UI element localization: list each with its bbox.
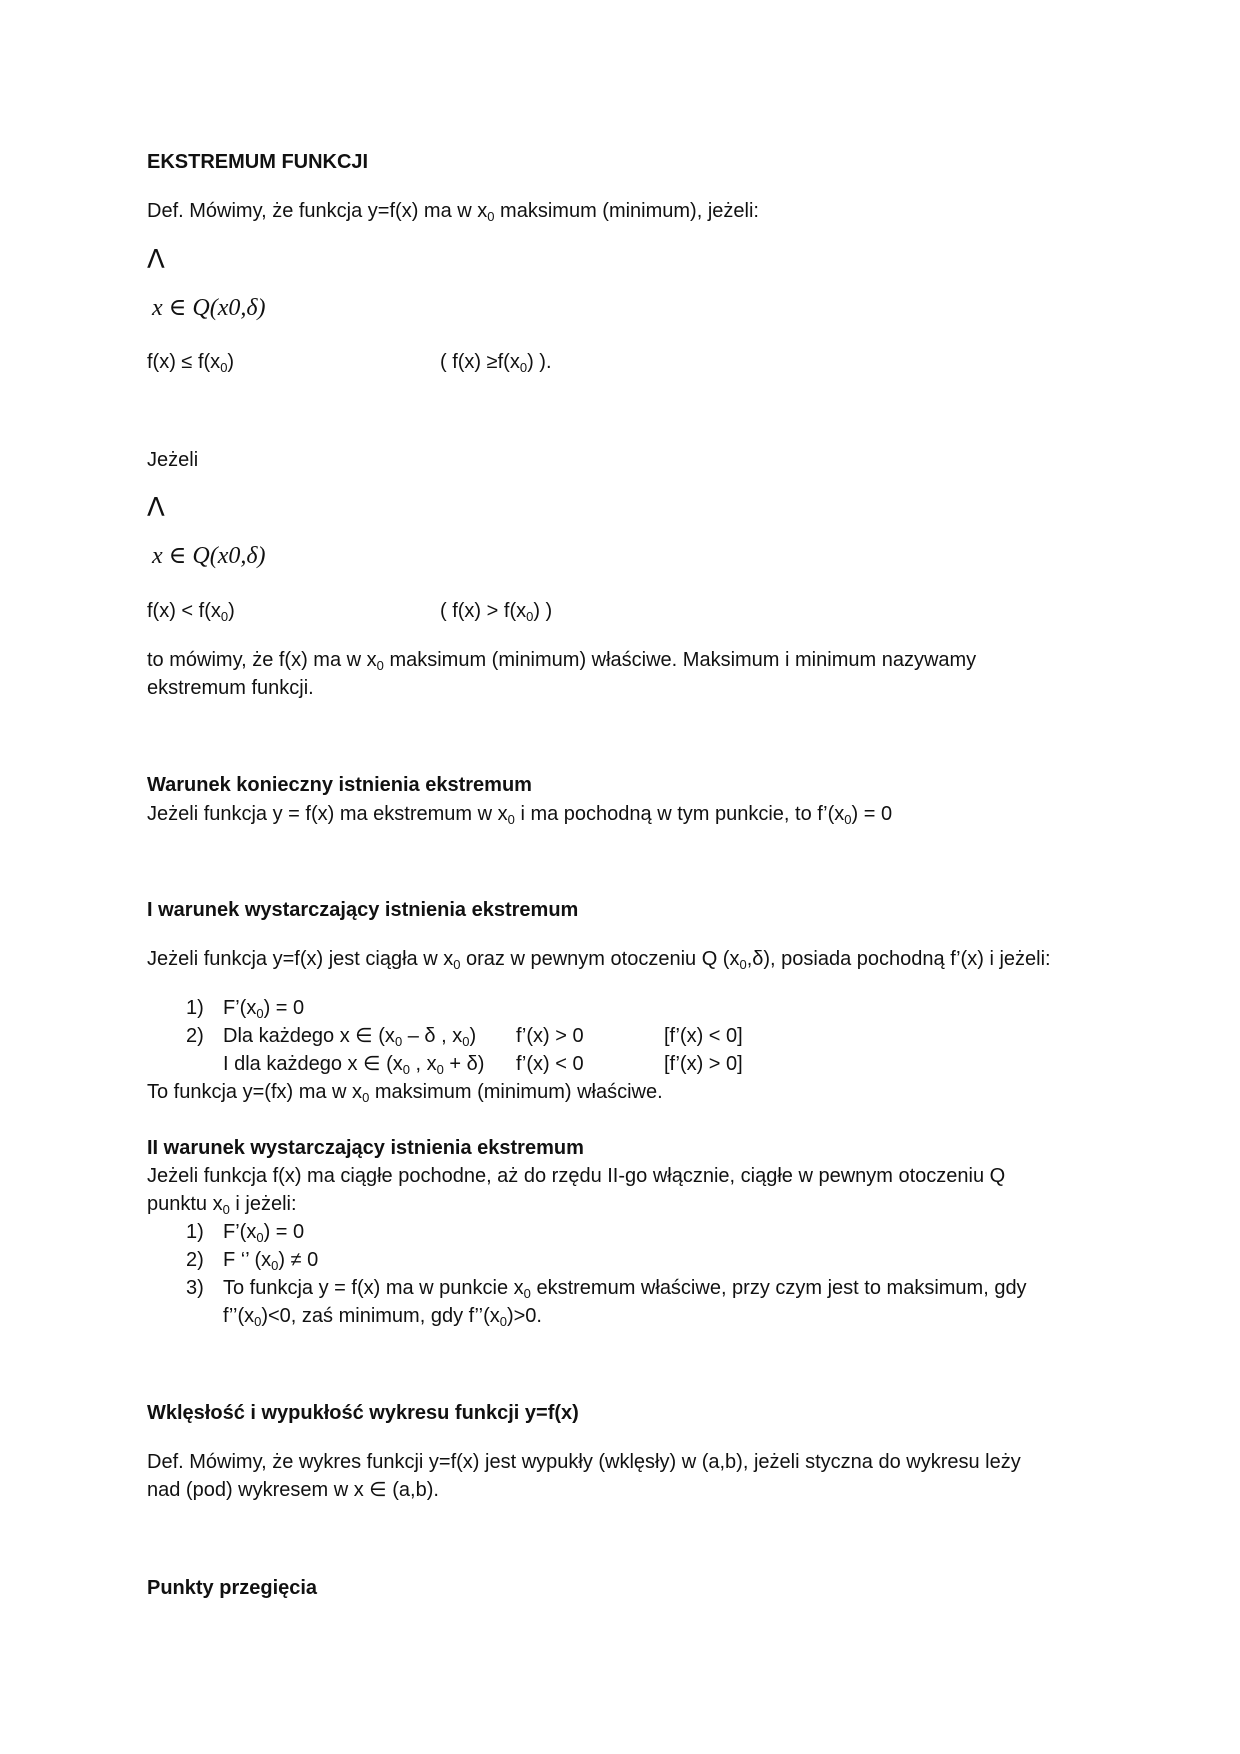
list-number-2: 2) — [186, 1025, 204, 1047]
first-sufficient-item-3-sign: f’(x) < 0 — [516, 1053, 584, 1075]
first-sufficient-item-2-sign: f’(x) > 0 — [516, 1025, 584, 1047]
definition-extremum: Def. Mówimy, że funkcja y=f(x) ma w $x_0$ maksimum (minimum), jeżeli: — [147, 200, 759, 224]
second-sufficient-item-2: F ‘’ $(x_0) \ne 0$ — [223, 1249, 319, 1273]
condition-strict-max-left: $f(x) < f(x_0)$ — [147, 600, 235, 624]
second-sufficient-item-3-cont: $f’’(x_0)<0$, zaś minimum, gdy $f’’(x_0)>0$. — [223, 1305, 542, 1329]
convexity-heading: Wklęsłość i wypukłość wykresu funkcji y=f(x) — [147, 1402, 579, 1424]
necessary-condition-text: Jeżeli funkcja y = f(x) ma ekstremum w $x_0$ i ma pochodną w tym punkcie, to $f’(x_0) = 0$ — [147, 803, 893, 827]
inflection-heading: Punkty przegięcia — [147, 1577, 318, 1599]
proper-extremum-line-2: ekstremum funkcji. — [147, 677, 314, 699]
necessary-condition-heading: Warunek konieczny istnienia ekstremum — [147, 774, 532, 796]
list-number-1b: 1) — [186, 1221, 204, 1243]
first-sufficient-item-2-alt: [f’(x) < 0] — [664, 1025, 743, 1047]
jezeli-label: Jeżeli — [147, 449, 199, 471]
first-sufficient-conclusion: To funkcja y=(fx) ma w $x_0$ maksimum (minimum) właściwe. — [147, 1081, 663, 1105]
condition-min-right: ( $f(x) \ge f(x_0)$ ). — [440, 351, 552, 375]
second-sufficient-item-1: $F’(x_0) = 0$ — [223, 1221, 305, 1245]
proper-extremum-line-1: to mówimy, że f(x) ma w $x_0$ maksimum (minimum) właściwe. Maksimum i minimum nazywamy — [147, 649, 977, 673]
first-sufficient-item-2-interval: Dla każdego x ∈ ($x_0$ – δ , $x_0$) — [223, 1025, 477, 1049]
convexity-definition-line-2: nad (pod) wykresem w x ∈ (a,b). — [147, 1479, 439, 1501]
neighbourhood-expression-2: x ∈ Q(x0,δ) — [152, 543, 266, 569]
first-sufficient-heading: I warunek wystarczający istnienia ekstremum — [147, 899, 579, 921]
condition-max-left: $f(x) \le f(x_0)$ — [147, 351, 235, 375]
first-sufficient-item-3-alt: [f’(x) > 0] — [664, 1053, 743, 1075]
neighbourhood-expression: x ∈ Q(x0,δ) — [152, 295, 266, 321]
convexity-definition-line-1: Def. Mówimy, że wykres funkcji y=f(x) jest wypukły (wklęsły) w (a,b), jeżeli styczna do wykresu leży — [147, 1451, 1021, 1473]
second-sufficient-line-2: punktu $x_0$ i jeżeli: — [147, 1193, 297, 1217]
list-number-1: 1) — [186, 997, 204, 1019]
for-all-symbol: Λ — [147, 245, 165, 275]
first-sufficient-intro: Jeżeli funkcja y=f(x) jest ciągła w $x_0$ oraz w pewnym otoczeniu Q $(x_0,\delta)$, posiada pochodną f’(x) i jeżeli: — [147, 948, 1051, 972]
second-sufficient-heading: II warunek wystarczający istnienia ekstremum — [147, 1137, 584, 1159]
second-sufficient-line-1: Jeżeli funkcja f(x) ma ciągłe pochodne, aż do rzędu II-go włącznie, ciągłe w pewnym otoczeniu Q — [147, 1165, 1006, 1187]
list-number-2b: 2) — [186, 1249, 204, 1271]
second-sufficient-item-3: To funkcja y = f(x) ma w punkcie $x_0$ ekstremum właściwe, przy czym jest to maksimum, gdy — [223, 1277, 1027, 1301]
for-all-symbol-2: Λ — [147, 493, 165, 523]
first-sufficient-item-3-interval: I dla każdego x ∈ ($x_0$ , $x_0 + \delta$) — [223, 1053, 485, 1077]
page-title: EKSTREMUM FUNKCJI — [147, 151, 369, 173]
first-sufficient-item-1: $F’(x_0) = 0$ — [223, 997, 305, 1021]
condition-strict-min-right: ( $f(x) > f(x_0)$ ) — [440, 600, 553, 624]
list-number-3b: 3) — [186, 1277, 204, 1299]
